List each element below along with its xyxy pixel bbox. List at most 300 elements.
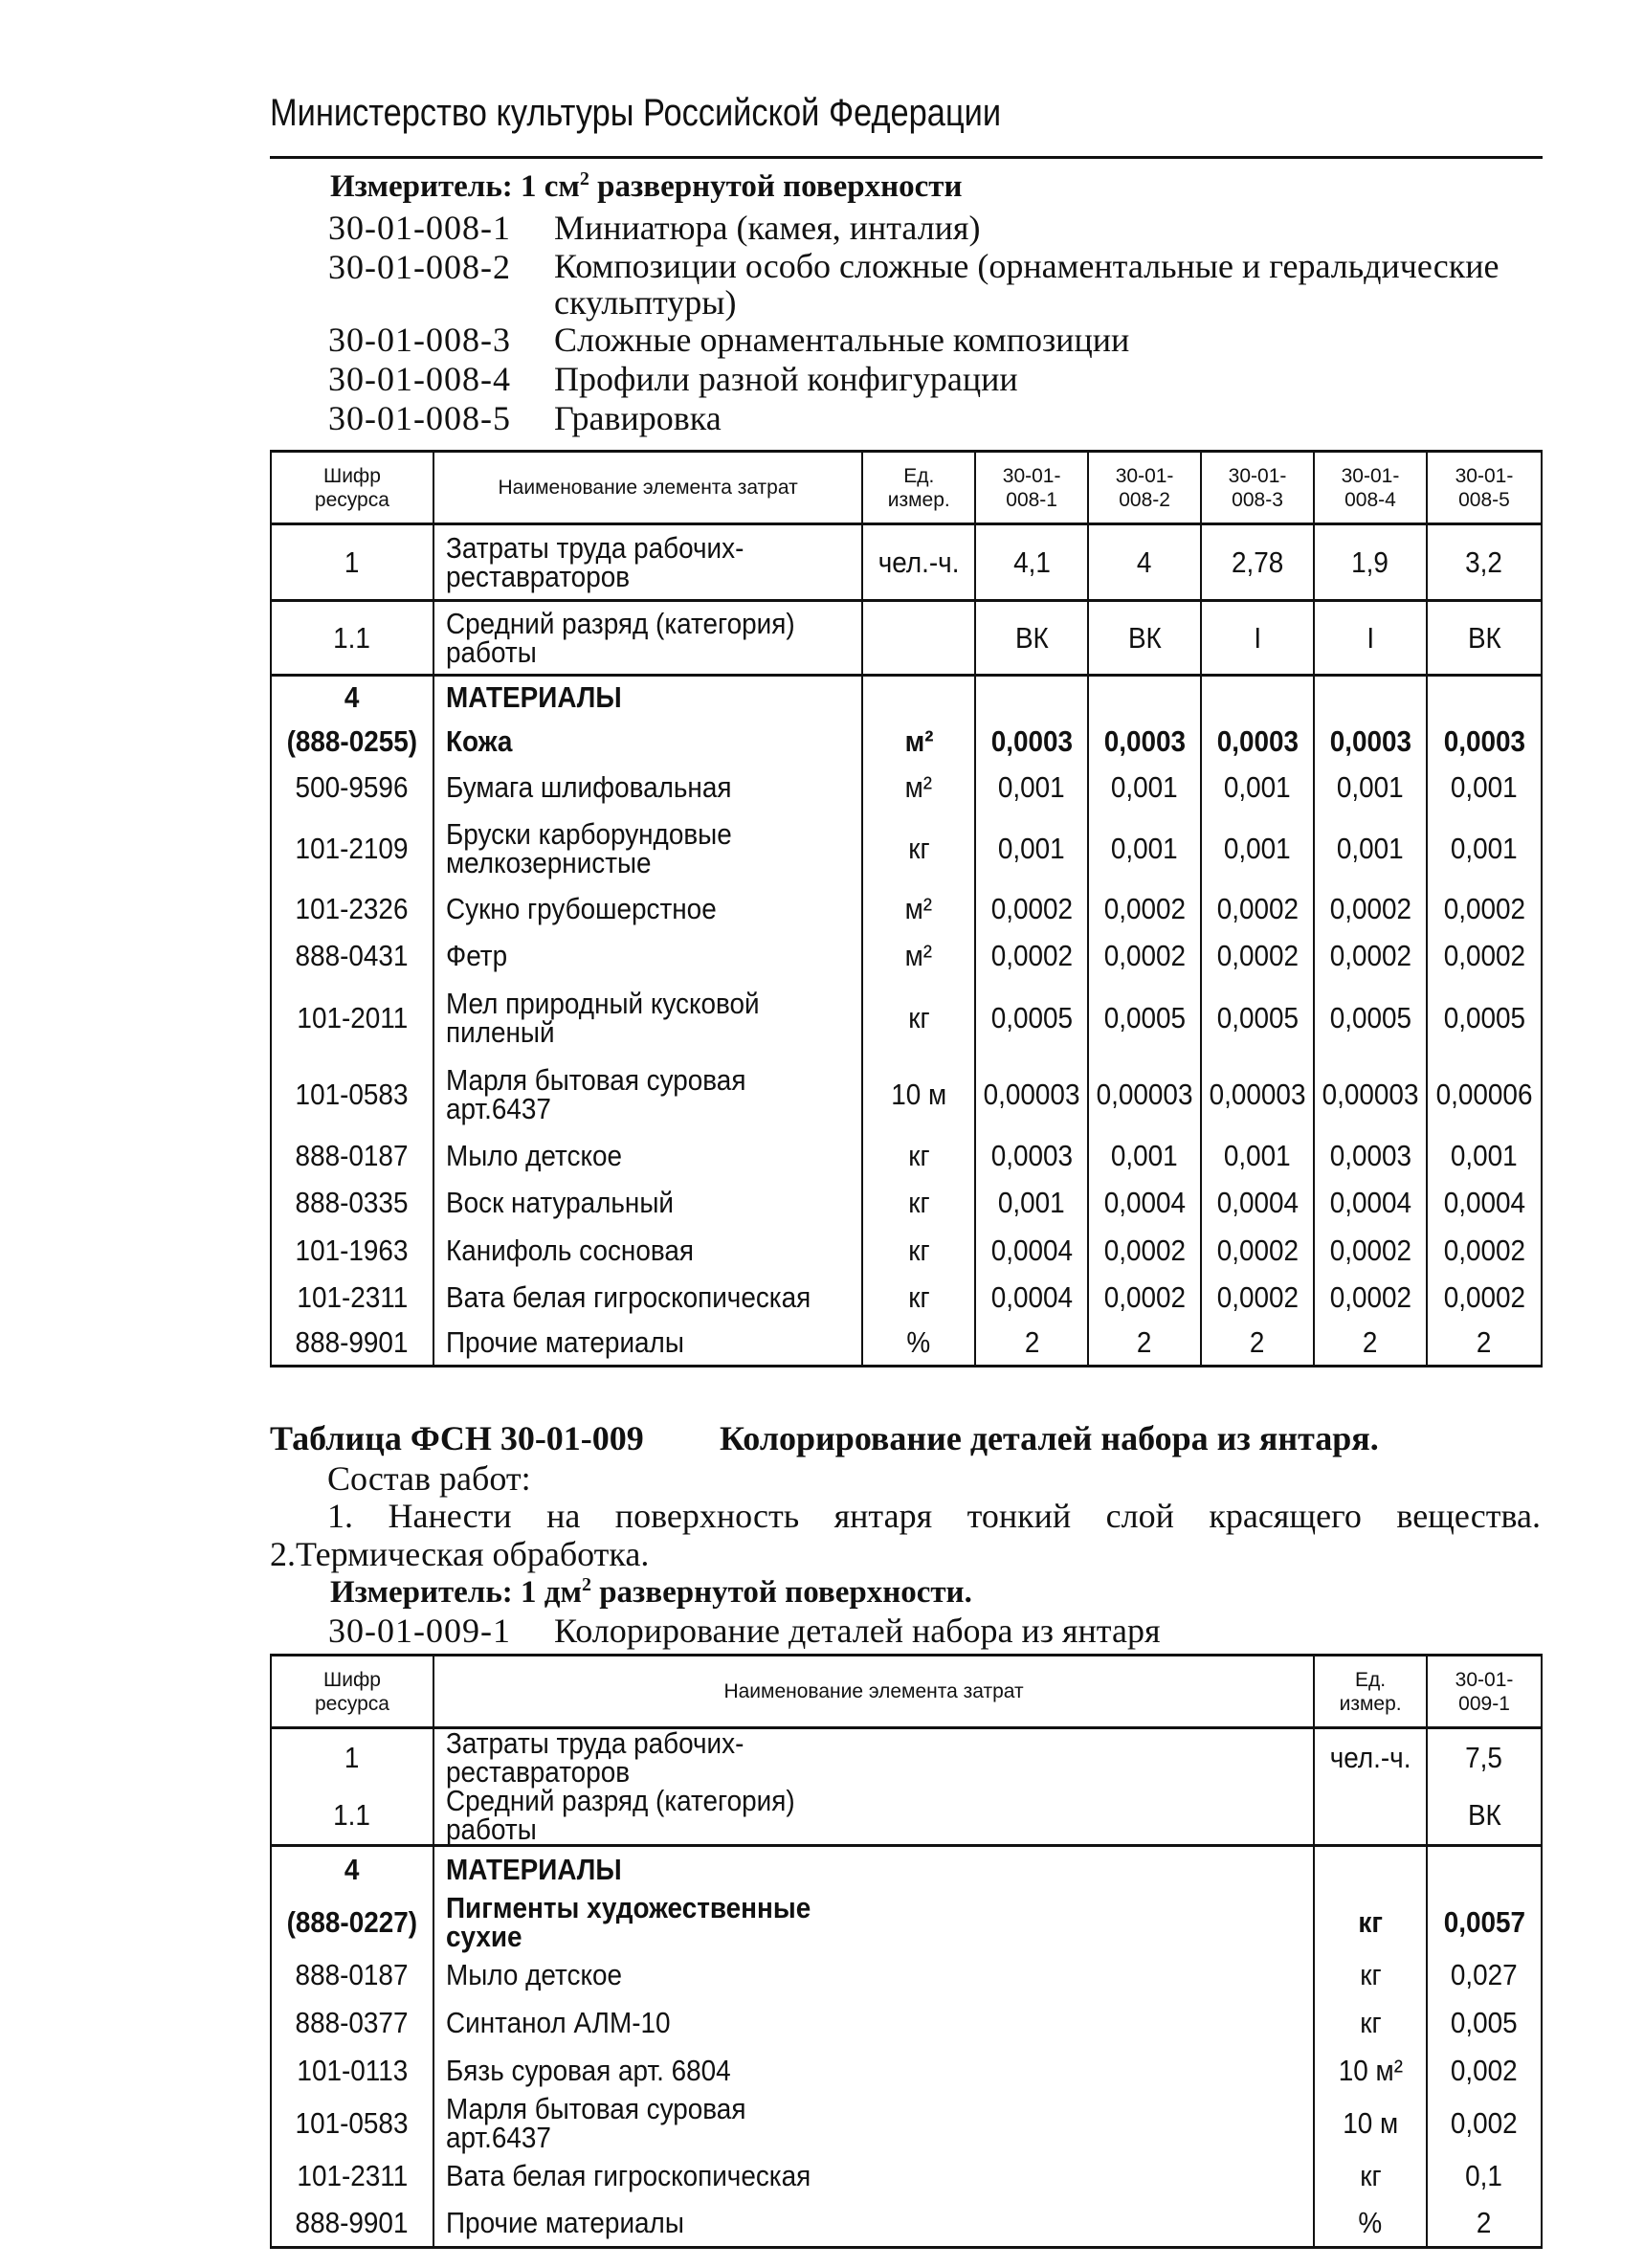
resource-code-cell: [271, 2200, 433, 2248]
table-row: [271, 676, 1542, 720]
column-header: [433, 1656, 1314, 1728]
value-cell: [1088, 812, 1201, 886]
value: 7,5: [1465, 1741, 1503, 1774]
cost-element-name-cell: [433, 2152, 1314, 2200]
table-row: [271, 524, 1542, 601]
value-cell: [1427, 886, 1542, 932]
cost-element-name: Вата белая гигроскопическая: [445, 1279, 811, 1314]
value-cell: [1314, 524, 1427, 601]
cost-element-name: Фетр: [445, 938, 507, 972]
value: 2: [1250, 1324, 1265, 1359]
cost-element-name-cell: [433, 2091, 1314, 2154]
measure-line-2: [330, 1574, 972, 1611]
value-cell: [1088, 1133, 1201, 1179]
cost-element-name: Мыло детское: [445, 1138, 622, 1172]
value-cell: [1427, 720, 1542, 764]
value: 0,0002: [1329, 1279, 1411, 1314]
value-cell: [1314, 601, 1427, 676]
cost-element-name-cell: [433, 676, 862, 720]
resource-code: 4: [344, 680, 360, 715]
resource-code: (888-0227): [286, 1904, 418, 1939]
value: 0,0002: [1443, 1233, 1525, 1267]
unit-cell: [862, 1321, 975, 1367]
value: 0,0005: [1329, 1000, 1411, 1034]
value-cell: [975, 1179, 1088, 1227]
value-cell: [975, 1227, 1088, 1275]
column-header-text: 30-01- 008-4: [1341, 464, 1400, 511]
column-header: [1427, 1656, 1542, 1728]
value-cell: [1201, 601, 1314, 676]
cost-element-name-cell: [433, 1179, 862, 1227]
code-title: Композиции особо сложные (орнаментальные и геральдические скульптуры): [554, 247, 1500, 322]
code: 30-01-008-1: [328, 209, 511, 247]
value-cell: [1201, 1179, 1314, 1227]
table-header-row: [271, 1656, 1542, 1728]
value: 4: [1137, 545, 1152, 579]
value-cell: [1314, 886, 1427, 932]
resource-code-cell: [271, 524, 433, 601]
unit: кг: [1359, 2005, 1382, 2039]
unit-cell: [862, 812, 975, 886]
cost-element-name: Бруски карборундовые мелкозернистые: [445, 816, 732, 879]
code-title: Миниатюра (камея, инталия): [554, 209, 981, 247]
value-cell: [1427, 1951, 1542, 1999]
value: 0,001: [1111, 1138, 1178, 1172]
value-cell: [1427, 601, 1542, 676]
table-row: [271, 1787, 1542, 1846]
cost-element-name-cell: [433, 1728, 1314, 1788]
value: 0,0002: [990, 938, 1073, 972]
value-cell: [975, 980, 1088, 1056]
unit: %: [1358, 2205, 1383, 2239]
cost-element-name: Сукно грубошерстное: [445, 891, 717, 925]
resource-code: 101-2311: [296, 1279, 408, 1314]
value: 0,0002: [1103, 891, 1186, 925]
cost-element-name-cell: [433, 764, 862, 812]
code-title: Колорирование деталей набора из янтаря: [554, 1612, 1161, 1650]
unit: м²: [905, 938, 933, 972]
value: 0,0003: [1216, 723, 1299, 758]
value: 0,0002: [1329, 938, 1411, 972]
unit-cell: [862, 1133, 975, 1179]
unit-cell: [862, 886, 975, 932]
value: 0,001: [1224, 831, 1291, 865]
resource-code: 1: [344, 545, 360, 579]
unit: кг: [1359, 2158, 1382, 2192]
value-cell: [1088, 524, 1201, 601]
cost-element-name-cell: [433, 720, 862, 764]
resource-code-cell: [271, 1227, 433, 1275]
cost-element-name-cell: [433, 1846, 1314, 1894]
table-row: [271, 1133, 1542, 1179]
value-cell: [1427, 1787, 1542, 1846]
value: 0,0002: [1103, 1279, 1186, 1314]
resource-code-cell: [271, 676, 433, 720]
cost-element-name: Затраты труда рабочих-реставраторов: [445, 530, 744, 593]
value: 0,0002: [1216, 891, 1299, 925]
cost-element-name: Затраты труда рабочих-реставраторов: [445, 1726, 744, 1789]
value-cell: [1314, 932, 1427, 980]
value-cell: [1314, 1179, 1427, 1227]
value-cell: [1427, 1227, 1542, 1275]
value: 0,0004: [990, 1279, 1073, 1314]
resource-code: 101-2326: [295, 891, 409, 925]
resource-code-cell: [271, 980, 433, 1056]
column-header: [1088, 452, 1201, 524]
value: 4,1: [1012, 545, 1051, 579]
cost-element-name: Вата белая гигроскопическая: [445, 2158, 811, 2192]
value: 2: [1477, 1324, 1492, 1359]
column-header: [433, 452, 862, 524]
value: 0,00006: [1435, 1077, 1533, 1111]
cost-element-name-cell: [433, 524, 862, 601]
cost-element-name-cell: [433, 1890, 1314, 1953]
resource-code: 101-0583: [296, 2105, 409, 2140]
value: 0,001: [1451, 831, 1518, 865]
value-cell: [1201, 764, 1314, 812]
value: 2: [1137, 1324, 1152, 1359]
resource-code: 101-2311: [297, 2158, 408, 2192]
value-cell: [1088, 980, 1201, 1056]
value: 0,0002: [1103, 1233, 1186, 1267]
value: 0,0005: [1443, 1000, 1525, 1034]
column-header-text: 30-01- 009-1: [1455, 1668, 1514, 1715]
measure-sup: 2: [581, 1574, 591, 1595]
code-item: [328, 209, 1553, 248]
value-cell: [1201, 1227, 1314, 1275]
value: 0,0004: [1216, 1185, 1299, 1219]
resource-code-cell: [271, 1275, 433, 1321]
cost-element-name-cell: [433, 1784, 1314, 1846]
unit-cell: [1314, 1728, 1427, 1788]
value-cell: [1427, 932, 1542, 980]
cost-element-name: Прочие материалы: [445, 1324, 684, 1359]
value-cell: [975, 812, 1088, 886]
resource-code-cell: [271, 2047, 433, 2095]
value-cell: [1427, 2200, 1542, 2248]
resource-code-cell: [271, 1894, 433, 1951]
value: 0,005: [1451, 2005, 1518, 2039]
table-title: [270, 1418, 1379, 1458]
value: 2,78: [1231, 545, 1284, 579]
value: 0,0003: [990, 723, 1073, 758]
measure-line-1: [330, 168, 963, 205]
value-cell: [1314, 1133, 1427, 1179]
cost-element-name: Бязь суровая арт. 6804: [445, 2053, 731, 2087]
table-row: [271, 1728, 1542, 1788]
column-header-text: Наименование элемента затрат: [498, 477, 798, 499]
table-row: [271, 720, 1542, 764]
resource-table-1: [270, 450, 1543, 1367]
column-header: [1314, 1656, 1427, 1728]
code: 30-01-009-1: [328, 1612, 511, 1650]
value-cell: [1427, 1846, 1542, 1894]
resource-code-cell: [271, 764, 433, 812]
code-item: [328, 399, 1553, 438]
table-row: [271, 1951, 1542, 1999]
resource-code: 1.1: [333, 620, 371, 655]
column-header-text: 30-01- 008-3: [1228, 464, 1287, 511]
value: 0,0002: [1216, 1279, 1299, 1314]
unit-cell: [1314, 2200, 1427, 2248]
unit-cell: [862, 932, 975, 980]
value-cell: [1088, 932, 1201, 980]
measure-sup: 2: [579, 168, 589, 189]
value-cell: [1201, 932, 1314, 980]
value-cell: [1201, 1275, 1314, 1321]
value: 0,0003: [1103, 723, 1186, 758]
resource-code-cell: [271, 886, 433, 932]
unit: 10 м: [891, 1077, 947, 1111]
value-cell: [1427, 1133, 1542, 1179]
unit-cell: [1314, 1787, 1427, 1846]
unit: кг: [1358, 1904, 1383, 1939]
value: 0,00003: [1322, 1077, 1419, 1111]
value-cell: [1201, 812, 1314, 886]
value-cell: [1427, 764, 1542, 812]
unit-cell: [1314, 1846, 1427, 1894]
value: 0,0002: [1443, 891, 1525, 925]
unit: 10 м²: [1338, 2053, 1403, 2087]
resource-code: 500-9596: [295, 769, 409, 804]
code-title: Сложные орнаментальные композиции: [554, 321, 1130, 359]
unit: м²: [904, 723, 934, 758]
unit: кг: [1359, 1957, 1382, 1991]
value: 0,0003: [1443, 723, 1525, 758]
value: 0,0004: [1443, 1185, 1525, 1219]
unit-cell: [862, 601, 975, 676]
value-cell: [1427, 2095, 1542, 2152]
table-row: [271, 1275, 1542, 1321]
resource-code: 888-0431: [295, 938, 409, 972]
table-label: Таблица ФСН 30-01-009: [270, 1419, 644, 1457]
unit: кг: [908, 1279, 930, 1314]
unit-cell: [862, 764, 975, 812]
unit: м²: [905, 769, 933, 804]
cost-element-name-cell: [433, 932, 862, 980]
resource-code-cell: [271, 601, 433, 676]
value-cell: [1427, 524, 1542, 601]
value-cell: [1427, 2152, 1542, 2200]
value: I: [1366, 620, 1374, 655]
measure-prefix: Измеритель: 1 дм: [330, 1575, 582, 1610]
resource-code: 101-2109: [295, 831, 409, 865]
unit: кг: [908, 1233, 930, 1267]
cost-element-name-cell: [433, 1227, 862, 1275]
value-cell: [975, 764, 1088, 812]
code-item: [328, 321, 1553, 360]
column-header-text: Шифр ресурса: [314, 464, 389, 511]
column-header-text: Шифр ресурса: [314, 1668, 389, 1715]
resource-code-cell: [271, 932, 433, 980]
cost-element-name-cell: [433, 812, 862, 886]
code: 30-01-008-4: [328, 360, 511, 398]
value: ВК: [1127, 620, 1162, 655]
table-row: [271, 2152, 1542, 2200]
header-rule: [270, 156, 1543, 159]
cost-element-name-cell: [433, 1056, 862, 1133]
table-row: [271, 886, 1542, 932]
value: 0,001: [1337, 831, 1404, 865]
unit-cell: [862, 1275, 975, 1321]
value: 0,0004: [1103, 1185, 1186, 1219]
column-header-text: Ед. измер.: [887, 464, 950, 511]
cost-element-name-cell: [433, 886, 862, 932]
resource-code-cell: [271, 2152, 433, 2200]
value-cell: [1427, 1999, 1542, 2047]
value: 0,00003: [1209, 1077, 1306, 1111]
code: 30-01-008-3: [328, 321, 511, 359]
column-header: [271, 1656, 433, 1728]
unit-cell: [862, 1056, 975, 1133]
value: 0,001: [998, 1185, 1066, 1219]
measure-prefix: Измеритель: 1 см: [330, 169, 580, 204]
value-cell: [1427, 1321, 1542, 1367]
value: 0,0002: [1443, 1279, 1525, 1314]
cost-element-name: Марля бытовая суровая арт.6437: [445, 1062, 746, 1125]
table-row: [271, 1227, 1542, 1275]
column-header-text: Наименование элемента затрат: [723, 1680, 1024, 1702]
resource-code: 101-0113: [297, 2053, 408, 2087]
table-row: [271, 601, 1542, 676]
value: 0,0003: [990, 1138, 1073, 1172]
value: 0,0005: [1103, 1000, 1186, 1034]
value-cell: [1314, 676, 1427, 720]
value-cell: [1314, 812, 1427, 886]
value: 0,00003: [1096, 1077, 1193, 1111]
resource-code-cell: [271, 1951, 433, 1999]
value-cell: [1201, 886, 1314, 932]
value-cell: [1201, 980, 1314, 1056]
value: 0,0002: [1216, 1233, 1299, 1267]
unit-cell: [862, 1227, 975, 1275]
value: 2: [1024, 1324, 1039, 1359]
unit-cell: [1314, 2095, 1427, 2152]
value-cell: [1088, 601, 1201, 676]
value: 0,002: [1451, 2053, 1518, 2087]
unit: чел.-ч.: [1329, 1741, 1411, 1774]
cost-element-name-cell: [433, 2200, 1314, 2248]
value-cell: [975, 720, 1088, 764]
cost-element-name: Кожа: [445, 723, 513, 758]
cost-element-name: Средний разряд (категория) работы: [445, 1784, 795, 1846]
cost-element-name: МАТЕРИАЛЫ: [445, 1853, 622, 1887]
value: 2: [1477, 2205, 1492, 2239]
value: 0,0002: [1216, 938, 1299, 972]
resource-code: 888-0187: [296, 1957, 409, 1991]
resource-code-cell: [271, 1728, 433, 1788]
cost-element-name: МАТЕРИАЛЫ: [445, 680, 622, 715]
table-row: [271, 1894, 1542, 1951]
value: 0,001: [1224, 769, 1291, 804]
cost-element-name: Бумага шлифовальная: [445, 769, 732, 804]
value-cell: [1314, 1227, 1427, 1275]
value: 0,0003: [1329, 1138, 1411, 1172]
value: 2: [1363, 1324, 1378, 1359]
cost-element-name: Канифоль сосновая: [445, 1233, 694, 1267]
value: 0,001: [1451, 1138, 1518, 1172]
resource-code: 888-9901: [296, 2205, 409, 2239]
value: 0,0005: [990, 1000, 1073, 1034]
resource-code-cell: [271, 1787, 433, 1846]
value-cell: [1427, 2047, 1542, 2095]
value-cell: [1201, 720, 1314, 764]
table-row: [271, 2047, 1542, 2095]
resource-code: 1: [344, 1741, 360, 1774]
resource-code-cell: [271, 1056, 433, 1133]
column-header-text: 30-01- 008-1: [1002, 464, 1061, 511]
resource-code-cell: [271, 720, 433, 764]
table-row: [271, 1056, 1542, 1133]
value-cell: [975, 676, 1088, 720]
unit-cell: [1314, 1894, 1427, 1951]
value: 0,001: [1451, 769, 1518, 804]
column-header: [975, 452, 1088, 524]
resource-code: (888-0255): [286, 723, 418, 758]
resource-code: 4: [344, 1853, 360, 1887]
resource-code-cell: [271, 812, 433, 886]
table-row: [271, 980, 1542, 1056]
code: 30-01-008-5: [328, 399, 511, 437]
column-header: [271, 452, 433, 524]
table-row: [271, 2095, 1542, 2152]
value-cell: [1427, 980, 1542, 1056]
table-row: [271, 1999, 1542, 2047]
cost-element-name: Синтанол АЛМ-10: [445, 2005, 671, 2039]
value: 0,001: [1337, 769, 1404, 804]
resource-code-cell: [271, 1999, 433, 2047]
value-cell: [1427, 1894, 1542, 1951]
value-cell: [1201, 1321, 1314, 1367]
value-cell: [1427, 676, 1542, 720]
value-cell: [1088, 676, 1201, 720]
cost-element-name-cell: [433, 1999, 1314, 2047]
code-item: [328, 248, 1553, 321]
value-cell: [1201, 676, 1314, 720]
unit: кг: [908, 1138, 930, 1172]
composition-text: 1. Нанести на поверхность янтаря тонкий слой красящего вещества. 2.Термическая обработка.: [270, 1497, 1541, 1573]
value: 3,2: [1465, 545, 1503, 579]
value-cell: [975, 932, 1088, 980]
code: 30-01-008-2: [328, 248, 511, 286]
column-header: [1201, 452, 1314, 524]
cost-element-name-cell: [433, 980, 862, 1056]
value-cell: [975, 1056, 1088, 1133]
resource-code: 101-1963: [295, 1233, 409, 1267]
unit-cell: [862, 720, 975, 764]
resource-code-cell: [271, 1179, 433, 1227]
value: 0,0003: [1329, 723, 1411, 758]
table-row: [271, 1179, 1542, 1227]
unit: %: [906, 1324, 931, 1359]
resource-code-cell: [271, 1133, 433, 1179]
value: 0,001: [1111, 769, 1178, 804]
cost-element-name-cell: [433, 1951, 1314, 1999]
cost-element-name: Прочие материалы: [445, 2205, 684, 2239]
value: 0,0002: [1329, 891, 1411, 925]
code-title: Гравировка: [554, 399, 722, 437]
table-row: [271, 1846, 1542, 1894]
value: ВК: [1014, 620, 1049, 655]
unit-cell: [862, 676, 975, 720]
value: 0,00003: [983, 1077, 1080, 1111]
resource-code-cell: [271, 1846, 433, 1894]
cost-element-name: Воск натуральный: [445, 1185, 674, 1219]
cost-element-name-cell: [433, 2047, 1314, 2095]
value-cell: [975, 1133, 1088, 1179]
code-list-2: [328, 1612, 1553, 1651]
column-header: [862, 452, 975, 524]
